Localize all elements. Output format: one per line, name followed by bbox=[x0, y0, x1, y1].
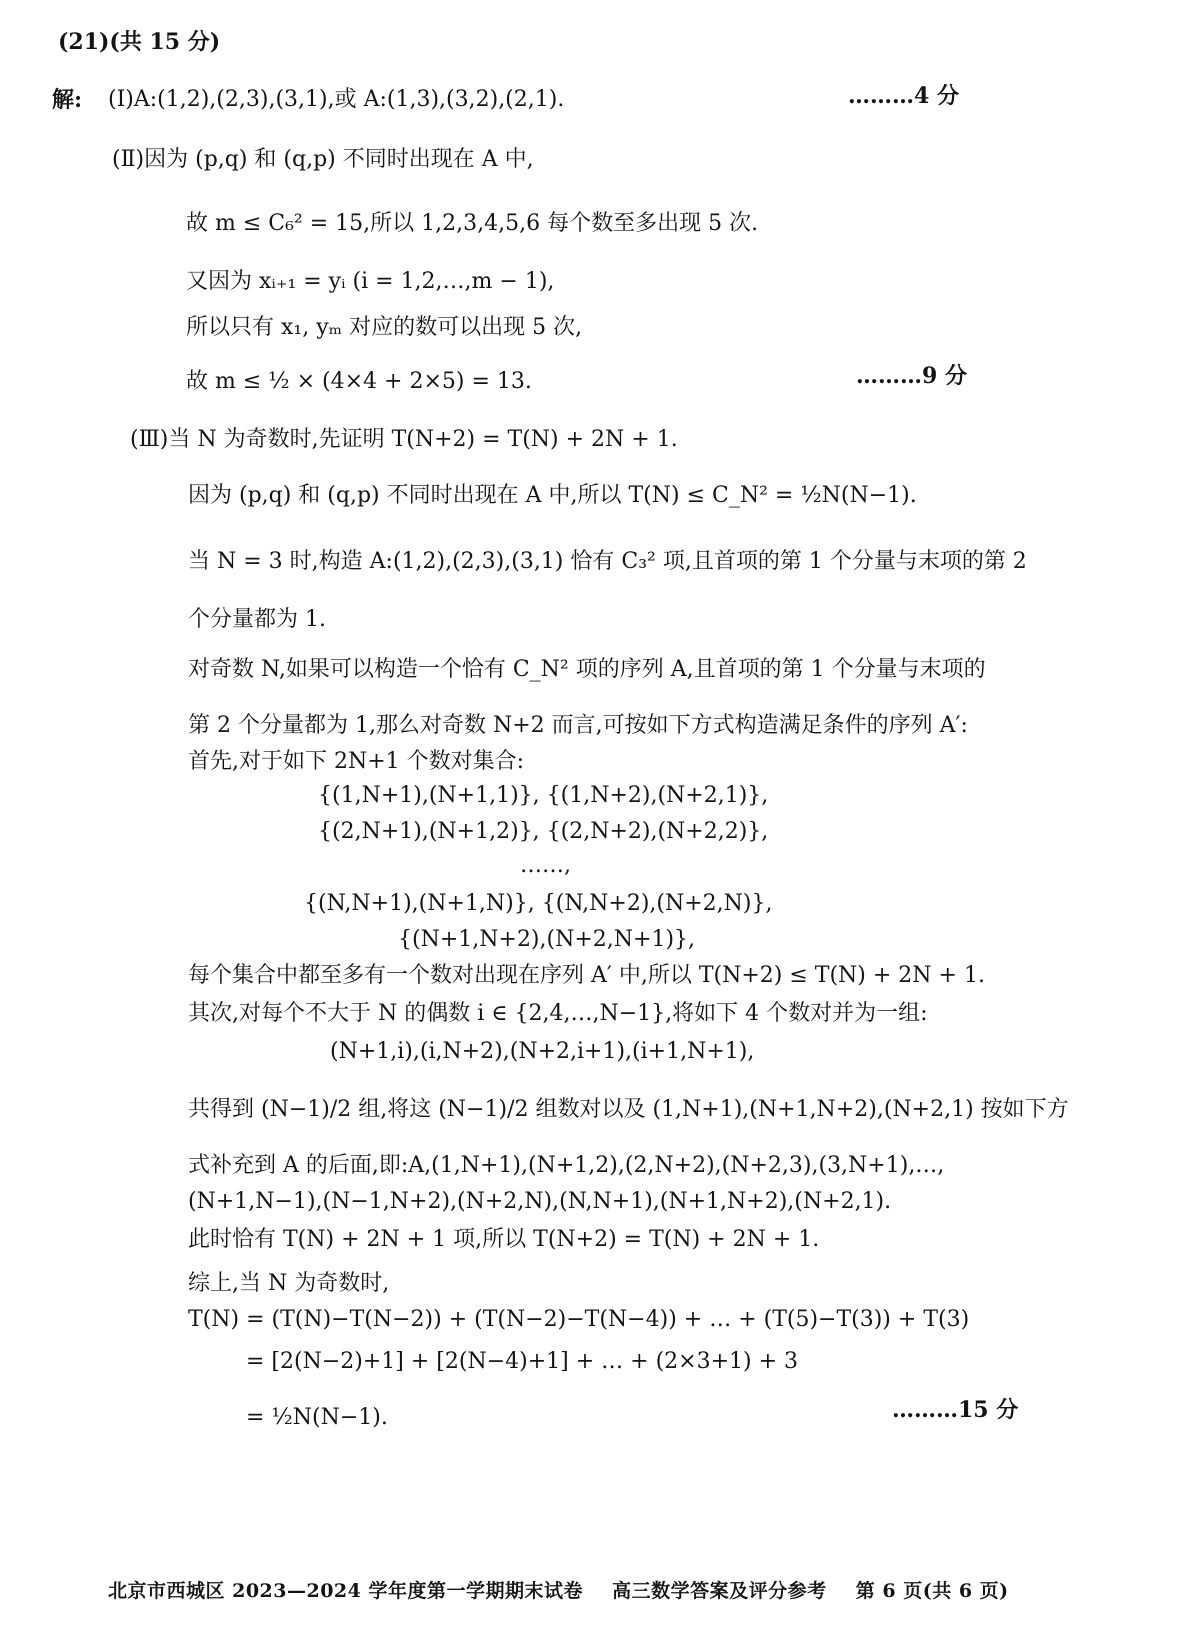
part2-line: 又因为 xᵢ₊₁ = yᵢ (i = 1,2,…,m − 1), bbox=[186, 269, 555, 294]
part3-line: 综上,当 N 为奇数时, bbox=[188, 1271, 390, 1296]
part1-answer: (Ⅰ)A:(1,2),(2,3),(3,1),或 A:(1,3),(3,2),(2,1). bbox=[108, 87, 565, 112]
part3-line: 当 N = 3 时,构造 A:(1,2),(2,3),(3,1) 恰有 C₃² 项,且首项的第 1 个分量与末项的第 2 bbox=[188, 549, 1027, 574]
part3-line: 个分量都为 1. bbox=[188, 607, 326, 632]
part3-line: 式补充到 A 的后面,即:A,(1,N+1),(N+1,2),(2,N+2),(N+2,3),(3,N+1),…, bbox=[188, 1153, 945, 1178]
pair-set-row: {(2,N+1),(N+1,2)}, {(2,N+2),(N+2,2)}, bbox=[318, 819, 769, 844]
pair-set-row: {(1,N+1),(N+1,1)}, {(1,N+2),(N+2,1)}, bbox=[318, 783, 769, 808]
part2-line: 故 m ≤ ½ × (4×4 + 2×5) = 13. bbox=[186, 369, 532, 394]
footer-page-number: 第 6 页(共 6 页) bbox=[855, 1580, 1009, 1602]
part2-line: 所以只有 x₁, yₘ 对应的数可以出现 5 次, bbox=[186, 315, 583, 340]
final-derivation: = [2(N−2)+1] + [2(N−4)+1] + … + (2×3+1) + 3 bbox=[246, 1349, 799, 1374]
pair-set-row: {(N+1,N+2),(N+2,N+1)}, bbox=[398, 927, 696, 952]
part3-line: (Ⅲ)当 N 为奇数时,先证明 T(N+2) = T(N) + 2N + 1. bbox=[130, 427, 678, 452]
part2-line: (Ⅱ)因为 (p,q) 和 (q,p) 不同时出现在 A 中, bbox=[112, 147, 534, 172]
part3-line: 每个集合中都至多有一个数对出现在序列 A′ 中,所以 T(N+2) ≤ T(N) + 2N + 1. bbox=[188, 963, 985, 988]
footer-subject: 高三数学答案及评分参考 bbox=[612, 1580, 827, 1602]
part3-line: 对奇数 N,如果可以构造一个恰有 C_N² 项的序列 A,且首项的第 1 个分量与末项的 bbox=[188, 657, 986, 682]
part3-line: (N+1,N−1),(N−1,N+2),(N+2,N),(N,N+1),(N+1,N+2),(N+2,1). bbox=[188, 1189, 892, 1214]
page-footer bbox=[108, 1576, 1031, 1603]
part2-score: ………9 分 bbox=[856, 363, 967, 389]
part3-line: 第 2 个分量都为 1,那么对奇数 N+2 而言,可按如下方式构造满足条件的序列 A′: bbox=[188, 713, 968, 738]
solution-label: 解: bbox=[52, 87, 83, 113]
quadruple-pairs: (N+1,i),(i,N+2),(N+2,i+1),(i+1,N+1), bbox=[330, 1039, 755, 1064]
pair-set-row: {(N,N+1),(N+1,N)}, {(N,N+2),(N+2,N)}, bbox=[304, 891, 773, 916]
part3-line: 其次,对每个不大于 N 的偶数 i ∈ {2,4,…,N−1},将如下 4 个数对并为一组: bbox=[188, 1001, 928, 1026]
part3-line: 因为 (p,q) 和 (q,p) 不同时出现在 A 中,所以 T(N) ≤ C_N² = ½N(N−1). bbox=[188, 483, 917, 508]
part3-line: 此时恰有 T(N) + 2N + 1 项,所以 T(N+2) = T(N) + 2N + 1. bbox=[188, 1227, 820, 1252]
part3-score: ………15 分 bbox=[892, 1397, 1019, 1423]
footer-source: 北京市西城区 2023—2024 学年度第一学期期末试卷 bbox=[108, 1580, 583, 1602]
problem-header: (21)(共 15 分) bbox=[58, 29, 221, 55]
part3-line: 首先,对于如下 2N+1 个数对集合: bbox=[188, 749, 525, 774]
final-result: = ½N(N−1). bbox=[246, 1405, 388, 1430]
final-derivation: T(N) = (T(N)−T(N−2)) + (T(N−2)−T(N−4)) + … + (T(5)−T(3)) + T(3) bbox=[188, 1307, 970, 1332]
pair-set-ellipsis: ……, bbox=[520, 853, 571, 878]
part3-line: 共得到 (N−1)/2 组,将这 (N−1)/2 组数对以及 (1,N+1),(N+1,N+2),(N+2,1) 按如下方 bbox=[188, 1097, 1069, 1122]
part1-score: ………4 分 bbox=[848, 83, 959, 109]
part2-line: 故 m ≤ C₆² = 15,所以 1,2,3,4,5,6 每个数至多出现 5 次. bbox=[186, 211, 759, 236]
